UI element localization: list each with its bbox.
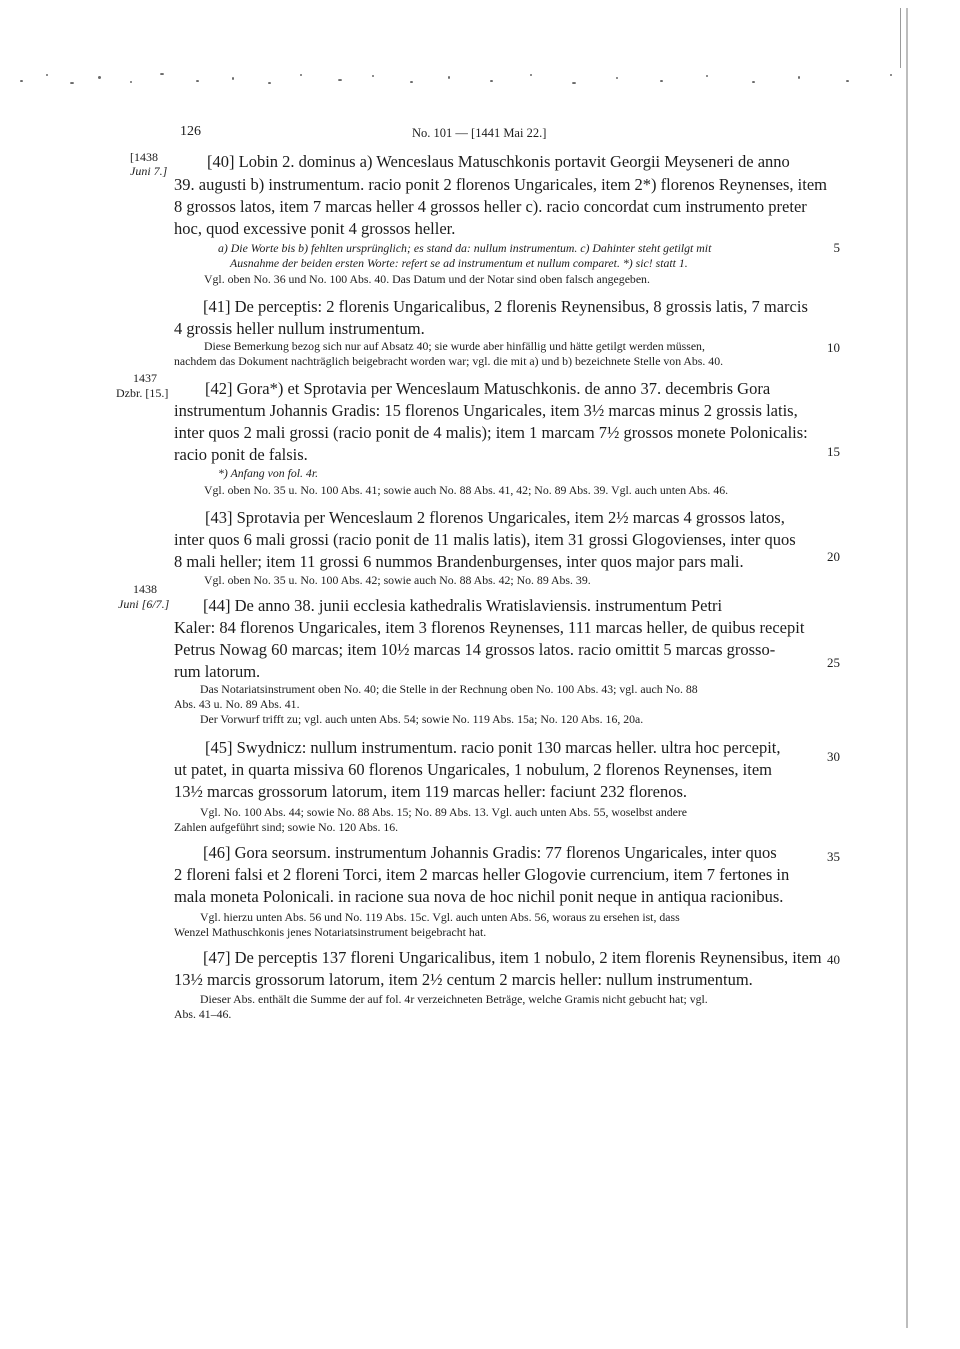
text-line: 4 grossis heller nullum instrumentum. bbox=[174, 319, 425, 338]
line-number: 20 bbox=[827, 549, 840, 564]
line-number: 30 bbox=[827, 749, 840, 764]
text-line: [41] De perceptis: 2 florenis Ungaricalibus, 2 florenis Reynensibus, 8 grossis latis, 7 marcis bbox=[203, 297, 808, 316]
commentary-line: Der Vorwurf trifft zu; vgl. auch unten Abs. 54; sowie No. 119 Abs. 15a; No. 120 Abs. 16, 20a. bbox=[200, 712, 644, 726]
text-line: mala moneta Polonicali. in racione sua nova de hoc nichil ponit neque in antiqua racionibus. bbox=[174, 887, 784, 906]
commentary-line: Vgl. No. 100 Abs. 44; sowie No. 88 Abs. 15; No. 89 Abs. 13. Vgl. auch unten Abs. 55, woselbst andere bbox=[200, 805, 688, 819]
margin-date: Dzbr. [15.] bbox=[116, 386, 169, 400]
commentary-line: Dieser Abs. enthält die Summe der auf fol. 4r verzeichneten Beträge, welche Gramis nicht gebucht hat; vgl. bbox=[200, 992, 708, 1006]
margin-date: 1437 bbox=[133, 371, 157, 385]
line-number: 25 bbox=[827, 655, 840, 670]
margin-date: Juni 7.] bbox=[130, 164, 168, 178]
margin-date: [1438 bbox=[130, 150, 158, 164]
text-line: [40] Lobin 2. dominus a) Wenceslaus Matuschkonis portavit Georgii Meyseneri de anno bbox=[207, 152, 790, 171]
text-line: ut patet, in quarta missiva 60 florenos Ungaricales, 1 nobulum, 2 florenos Reynenses, item bbox=[174, 760, 772, 779]
scan-edge-mark bbox=[900, 8, 901, 68]
text-line: [42] Gora*) et Sprotavia per Wenceslaum Matuschkonis. de anno 37. decembris Gora bbox=[205, 379, 771, 398]
text-line: 13½ marcis grossorum latorum, item 2½ centum 2 marcis heller: nullum instrumentum. bbox=[174, 970, 753, 989]
commentary-line: Zahlen aufgeführt sind; sowie No. 120 Abs. 16. bbox=[174, 820, 399, 834]
commentary-line: Diese Bemerkung bezog sich nur auf Absatz 40; sie wurde aber hinfällig und hätte getilgt werden müssen, bbox=[204, 339, 705, 353]
text-line: [43] Sprotavia per Wenceslaum 2 florenos Ungaricales, item 2½ marcas 4 grossos latos, bbox=[205, 508, 785, 527]
line-number: 35 bbox=[827, 849, 840, 864]
text-line: inter quos 6 mali grossi (racio ponit de 11 malis latis), item 31 grossi Glogovienses, inter quos bbox=[174, 530, 796, 549]
line-number: 5 bbox=[833, 240, 840, 255]
text-line: Kaler: 84 florenos Ungaricales, item 3 florenos Reynenses, 111 marcas heller, de quibus recepit bbox=[174, 618, 805, 637]
text-line: [46] Gora seorsum. instrumentum Johannis Gradis: 77 florenos Ungaricales, inter quos bbox=[203, 843, 777, 862]
text-line: 2 floreni falsi et 2 floreni Torci, item 2 marcas heller Glogovie currencium, item 7 fertones in bbox=[174, 865, 790, 884]
margin-date: 1438 bbox=[133, 582, 157, 596]
text-line: 8 mali heller; item 11 grossi 6 nummos Brandenburgenses, inter quos major pars mali. bbox=[174, 552, 744, 571]
margin-date: Juni [6/7.] bbox=[118, 597, 170, 611]
scan-noise bbox=[0, 62, 945, 96]
commentary-line: Abs. 43 u. No. 89 Abs. 41. bbox=[174, 697, 300, 711]
line-number: 40 bbox=[827, 952, 840, 967]
text-line: Petrus Nowag 60 marcas; item 10½ marcas 14 grossos latos. racio omittit 5 marcas grosso- bbox=[174, 640, 776, 659]
text-line: 13½ marcas grossorum latorum, item 119 marcas heller: faciunt 232 florenos. bbox=[174, 782, 688, 801]
commentary-line: Das Notariatsinstrument oben No. 40; die Stelle in der Rechnung oben No. 100 Abs. 43; vgl. auch No. 88 bbox=[200, 682, 698, 696]
commentary-line: Vgl. oben No. 35 u. No. 100 Abs. 42; sowie auch No. 88 Abs. 42; No. 89 Abs. 39. bbox=[204, 573, 591, 587]
text-line: inter quos 2 mali grossi (racio ponit de 4 malis); item 1 marcam 7½ grossos monete Polonicalis: bbox=[174, 423, 808, 442]
line-number: 10 bbox=[827, 340, 840, 355]
footnote-line: Ausnahme der beiden ersten Worte: refert se ad instrumentum et nullum comparet. *) sic! statt 1. bbox=[230, 256, 688, 270]
text-line: instrumentum Johannis Gradis: 15 florenos Ungaricales, item 3½ marcas minus 2 grossis latis, bbox=[174, 401, 798, 420]
footnote-line: a) Die Worte bis b) fehlten ursprünglich; es stand da: nullum instrumentum. c) Dahinter steht getilgt mit bbox=[218, 241, 712, 255]
text-line: [44] De anno 38. junii ecclesia kathedralis Wratislaviensis. instrumentum Petri bbox=[203, 596, 723, 615]
page-header-title: No. 101 — [1441 Mai 22.] bbox=[412, 126, 547, 140]
text-line: 39. augusti b) instrumentum. racio ponit 2 florenos Ungaricales, item 2*) florenos Reynenses, item bbox=[174, 175, 827, 194]
line-number: 15 bbox=[827, 444, 840, 459]
footnote-line: *) Anfang von fol. 4r. bbox=[218, 466, 319, 480]
commentary-line: Abs. 41–46. bbox=[174, 1007, 232, 1021]
commentary-line: Vgl. oben No. 36 und No. 100 Abs. 40. Das Datum und der Notar sind oben falsch angegeben. bbox=[204, 272, 650, 286]
text-line: 8 grossos latos, item 7 marcas heller 4 grossos heller c). racio concordat cum instrumento preter bbox=[174, 197, 807, 216]
commentary-line: Vgl. oben No. 35 u. No. 100 Abs. 41; sowie auch No. 88 Abs. 41, 42; No. 89 Abs. 39. Vgl. auch unten Abs. 46. bbox=[204, 483, 729, 497]
text-line: rum latorum. bbox=[174, 662, 261, 681]
page-number: 126 bbox=[180, 124, 201, 139]
scan-edge-line bbox=[906, 8, 908, 1328]
text-line: racio ponit de falsis. bbox=[174, 445, 308, 464]
text-line: [47] De perceptis 137 floreni Ungaricalibus, item 1 nobulo, 2 item florenis Reynensibus, item bbox=[203, 948, 822, 967]
text-line: hoc, quod excessive ponit 4 grossos heller. bbox=[174, 219, 456, 238]
commentary-line: nachdem das Dokument nachträglich beigebracht worden war; vgl. die mit a) und b) bezeichnete Stelle von Abs. 40. bbox=[174, 354, 724, 368]
commentary-line: Wenzel Mathuschkonis jenes Notariatsinstrument beigebracht hat. bbox=[174, 925, 487, 939]
text-line: [45] Swydnicz: nullum instrumentum. racio ponit 130 marcas heller. ultra hoc percepit, bbox=[205, 738, 781, 757]
commentary-line: Vgl. hierzu unten Abs. 56 und No. 119 Abs. 15c. Vgl. auch unten Abs. 56, woraus zu ersehen ist, dass bbox=[200, 910, 680, 924]
